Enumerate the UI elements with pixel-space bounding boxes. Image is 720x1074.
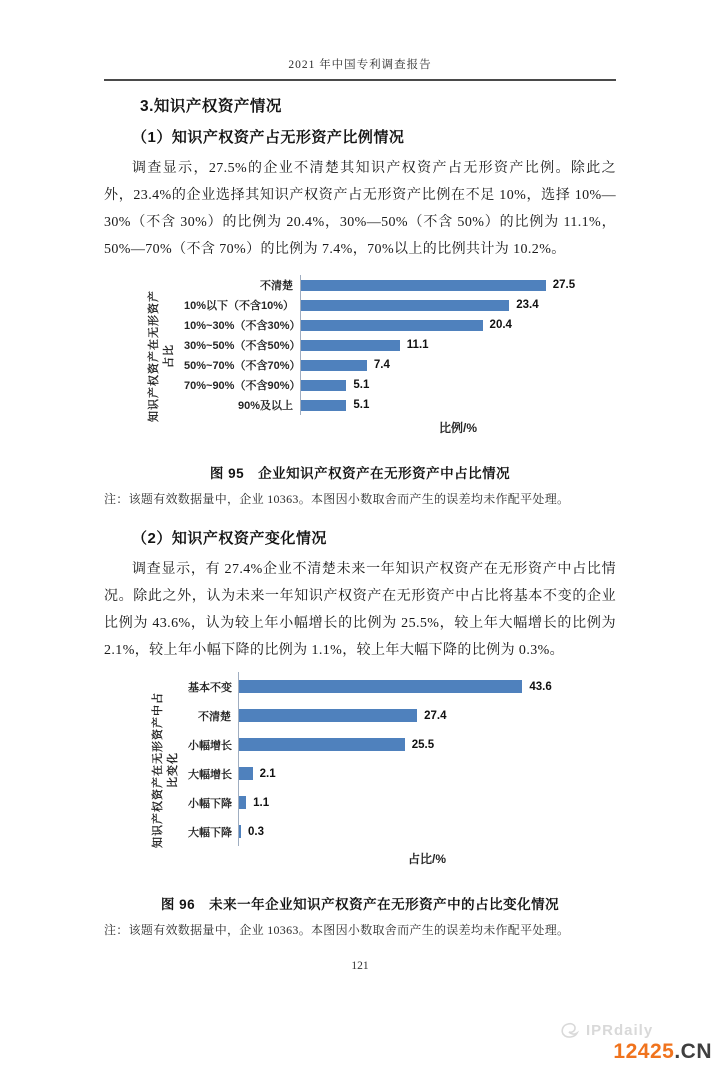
bar-zone (300, 295, 616, 315)
chart-row (188, 701, 616, 730)
report-page (0, 56, 720, 1074)
bar-zone (238, 788, 616, 817)
bar (239, 680, 522, 693)
bar (301, 280, 546, 291)
paragraph-2: 调查显示，有 27.4%企业不清楚未来一年知识产权资产在无形资产中占比情况。除此之外，认为未来一年知识产权资产在无形资产中占比将基本不变的企业比例为 43.6%，认为较上年小幅增长的比例为 25.5%，较上年大幅增长的比例为 2.1%，较上年小幅下降的比例为 1.1%，较上年大幅下降的比例为 0.3%。 (104, 562, 616, 658)
watermark-brand-number: 12425 (613, 1040, 675, 1063)
bar-zone (238, 701, 616, 730)
category-label: 小幅下降 (188, 797, 232, 810)
bar-zone (300, 395, 616, 415)
bar-zone (300, 355, 616, 375)
y-axis-label-line: 知识产权资产在无形资产中占 (152, 691, 164, 848)
ghost-bird-icon (560, 1020, 582, 1040)
chart-y-axis-label (147, 290, 177, 422)
bar-zone (238, 759, 616, 788)
subsection-heading-2: （2）知识产权资产变化情况 (132, 530, 327, 547)
value-label: 5.1 (353, 379, 370, 391)
bar (239, 767, 253, 780)
chart-row (184, 375, 616, 395)
category-label: 70%~90%（不含90%） (184, 380, 301, 392)
bar-zone (238, 817, 616, 846)
chart-row (184, 395, 616, 415)
section-heading: 3.知识产权资产情况 (140, 98, 282, 115)
y-axis-label-line: 比变化 (167, 751, 179, 788)
bar (301, 400, 346, 411)
category-label: 基本不变 (188, 681, 232, 694)
chart-y-axis-label (151, 692, 181, 848)
category-label: 不清楚 (198, 710, 231, 723)
value-label: 5.1 (353, 399, 370, 411)
bar-zone (238, 672, 616, 701)
page-number: 121 (351, 960, 369, 972)
chart-rows (188, 672, 616, 846)
value-label: 25.5 (411, 738, 435, 751)
figure-96-note: 注：该题有效数据量中，企业 10363。本图因小数取舍而产生的误差均未作配平处理。 (104, 923, 570, 937)
value-label: 20.4 (489, 319, 512, 331)
value-label: 43.6 (529, 680, 552, 693)
chart-row (188, 759, 616, 788)
bar (239, 709, 417, 722)
value-label: 1.1 (253, 796, 270, 809)
value-label: 0.3 (248, 825, 264, 838)
figure-95-caption: 图 95 企业知识产权资产在无形资产中占比情况 (209, 466, 511, 481)
chart-row (188, 730, 616, 759)
chart-x-axis-label: 占比/% (407, 852, 446, 866)
chart-row (188, 817, 616, 846)
page-content (104, 94, 616, 972)
category-label: 小幅增长 (188, 739, 232, 752)
category-label: 10%以下（不含10%） (184, 300, 295, 312)
category-label: 50%~70%（不含70%） (184, 360, 301, 372)
category-label: 30%~50%（不含50%） (184, 340, 301, 352)
chart-row (184, 295, 616, 315)
page-header-title: 2021 年中国专利调查报告 (104, 56, 616, 81)
category-label: 不清楚 (260, 280, 293, 292)
bar-zone (300, 315, 616, 335)
chart-row (184, 275, 616, 295)
watermark-brand (613, 1040, 712, 1064)
bar (301, 360, 367, 371)
bar (239, 738, 405, 751)
chart-rows (184, 275, 616, 415)
bar (301, 320, 483, 331)
chart-row (184, 355, 616, 375)
watermark (554, 1018, 714, 1066)
subsection-heading-1: （1）知识产权资产占无形资产比例情况 (132, 129, 405, 146)
y-axis-label-cell (140, 275, 184, 436)
figure-96-caption: 图 96 未来一年企业知识产权资产在无形资产中的占比变化情况 (160, 897, 560, 912)
ghost-logo-text: IPRdaily (586, 1021, 654, 1039)
category-label: 90%及以上 (237, 400, 293, 412)
bar (301, 340, 400, 351)
figure-95-note: 注：该题有效数据量中，企业 10363。本图因小数取舍而产生的误差均未作配平处理。 (104, 492, 570, 506)
chart-plot-area (184, 275, 616, 436)
figure-96-chart (144, 672, 616, 867)
value-label: 7.4 (373, 359, 390, 371)
bar-zone (300, 335, 616, 355)
y-axis-label-cell (144, 672, 188, 867)
chart-row (188, 672, 616, 701)
chart-row (184, 315, 616, 335)
y-axis-label-line: 占比 (163, 343, 175, 368)
bar-zone (238, 730, 616, 759)
watermark-brand-suffix: .CN (674, 1040, 712, 1063)
figure-95-chart (140, 275, 616, 436)
chart-row (188, 788, 616, 817)
y-axis-label-line: 知识产权资产在无形资产 (148, 289, 160, 422)
bar-zone (300, 275, 616, 295)
value-label: 27.5 (552, 279, 576, 291)
bar (239, 796, 246, 809)
ghost-logo (560, 1020, 653, 1040)
paragraph-1: 调查显示，27.5%的企业不清楚其知识产权资产占无形资产比例。除此之外，23.4%的企业选择其知识产权资产占无形资产比例在不足 10%，选择 10%—30%（不含 30%）的比例为 20.4%，30%—50%（不含 50%）的比例为 11.1%，50%—70%（不含 70%）的比例为 7.4%，70%以上的比例共计为 10.2%。 (104, 161, 616, 257)
chart-plot-area (188, 672, 616, 867)
bar (301, 380, 346, 391)
category-label: 10%~30%（不含30%） (184, 320, 301, 332)
bar (301, 300, 509, 311)
chart-row (184, 335, 616, 355)
value-label: 11.1 (406, 339, 429, 351)
category-label: 大幅下降 (188, 826, 232, 839)
value-label: 27.4 (424, 709, 447, 722)
bar (239, 825, 241, 838)
chart-x-axis-label: 比例/% (438, 421, 477, 435)
value-label: 23.4 (516, 299, 539, 311)
category-label: 大幅增长 (188, 768, 232, 781)
value-label: 2.1 (259, 767, 276, 780)
bar-zone (300, 375, 616, 395)
